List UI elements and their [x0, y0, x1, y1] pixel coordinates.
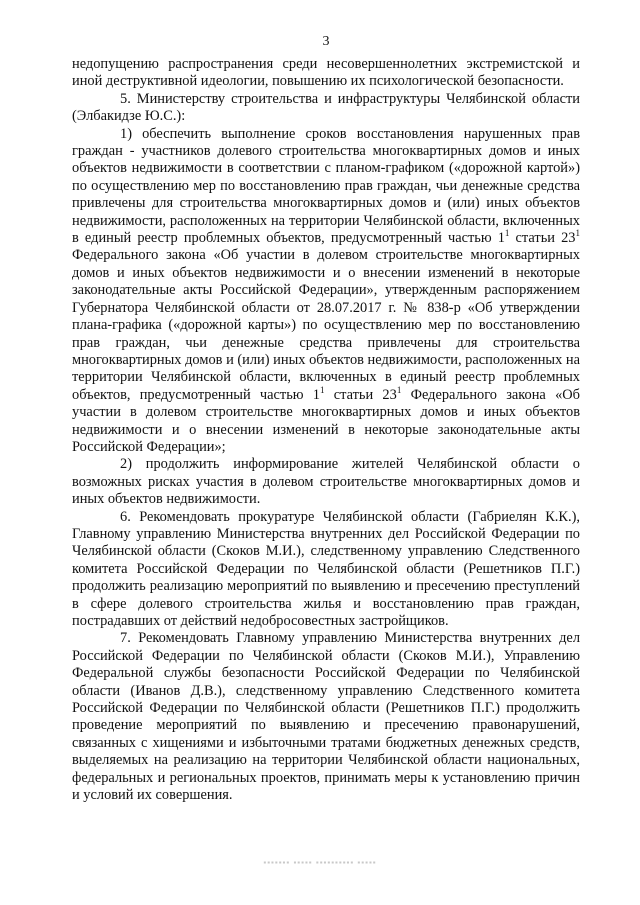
footer-watermark-icon: ▪▪▪▪▪▪▪ ▪▪▪▪▪ ▪▪▪▪▪▪▪▪▪▪ ▪▪▪▪▪ — [263, 858, 377, 867]
paragraph-p1 — [72, 56, 580, 91]
paragraph-p5 — [72, 509, 580, 631]
document-body — [72, 56, 580, 804]
superscript: 1 — [320, 384, 325, 395]
paragraph-text: 7. Рекомендовать Главному управлению Министерства внутренних дел Российской Федерации по Челябинской области (Скоков М.И.), Управлению Федеральной службы безопасности Российской Федерации по Челябинской области (Иванов Д.В.), следственному управлению Следственного комитета Российской Федерации по Челябинской области (Решетников П.Г.) продолжить проведение мероприятий по выявлению и пресечению правонарушений, связанных с хищениями и избыточными тратами бюджетных денежных средств, выделяемых на реализацию на территории Челябинской области национальных, федеральных и региональных проектов, принимать меры к установлению причин и условий их совершения. — [72, 630, 580, 804]
superscript: 1 — [575, 228, 580, 239]
paragraph-text: статьи 23 — [324, 386, 397, 403]
paragraph-text: 1) обеспечить выполнение сроков восстановления нарушенных прав граждан - участников долевого строительства многоквартирных домов и иных объектов недвижимости в соответствии с планом-графиком («дорожной картой») по осуществлению мер по восстановлению прав граждан, чьи денежные средства привлечены для строительства многоквартирных домов и (или) иных объектов недвижимости, расположенных на территории Челябинской области, включенных в единый реестр проблемных объектов, предусмотренный частью 1 — [72, 125, 580, 247]
paragraph-text: недопущению распространения среди несовершеннолетних экстремистской и иной деструктивной идеологии, повышению их психологической безопасности. — [72, 56, 580, 90]
paragraph-text: статьи 23 — [509, 230, 576, 247]
superscript: 1 — [396, 384, 402, 395]
paragraph-text: 5. Министерству строительства и инфраструктуры Челябинской области (Элбакидзе Ю.С.): — [72, 90, 580, 125]
paragraph-p6 — [72, 630, 580, 804]
paragraph-text: Федерального закона «Об участии в долевом строительстве многоквартирных домов и иных объектов недвижимости и о внесении изменений в некоторые законодательные акты Российской Федерации», утвержденным распоряжением Губернатора Челябинской области от 28.07.2017 г. № 838-р «Об утверждении плана-графика («дорожной карты») по осуществлению мер по восстановлению прав граждан, чьи денежные средства привлечены для строительства многоквартирных домов и (или) иных объектов недвижимости, расположенных на территории Челябинской области, включенных в единый реестр проблемных объектов, предусмотренный частью 1 — [72, 247, 580, 403]
page-number: 3 — [322, 34, 330, 49]
paragraph-p3 — [72, 126, 580, 457]
superscript: 1 — [504, 228, 510, 239]
paragraph-text: 6. Рекомендовать прокуратуре Челябинской области (Габриелян К.К.), Главному управлению Министерства внутренних дел Российской Федерации по Челябинской области (Скоков М.И.), следственному управлению Следственного комитета Российской Федерации по Челябинской области (Решетников П.Г.) продолжить реализацию мероприятий по выявлению и пресечению преступлений в сфере долевого строительства жилья и восстановлению прав граждан, пострадавших от действий недобросовестных застройщиков. — [72, 508, 580, 629]
paragraph-text: 2) продолжить информирование жителей Челябинской области о возможных рисках участия в долевом строительстве многоквартирных домов и иных объектов недвижимости. — [72, 456, 580, 508]
paragraph-p4 — [72, 456, 580, 508]
paragraph-text: Федерального закона «Об участии в долевом строительстве многоквартирных домов и иных объектов недвижимости и о внесении изменений в некоторые законодательные акты Российской Федерации»; — [72, 386, 580, 455]
paragraph-p2 — [72, 91, 580, 126]
